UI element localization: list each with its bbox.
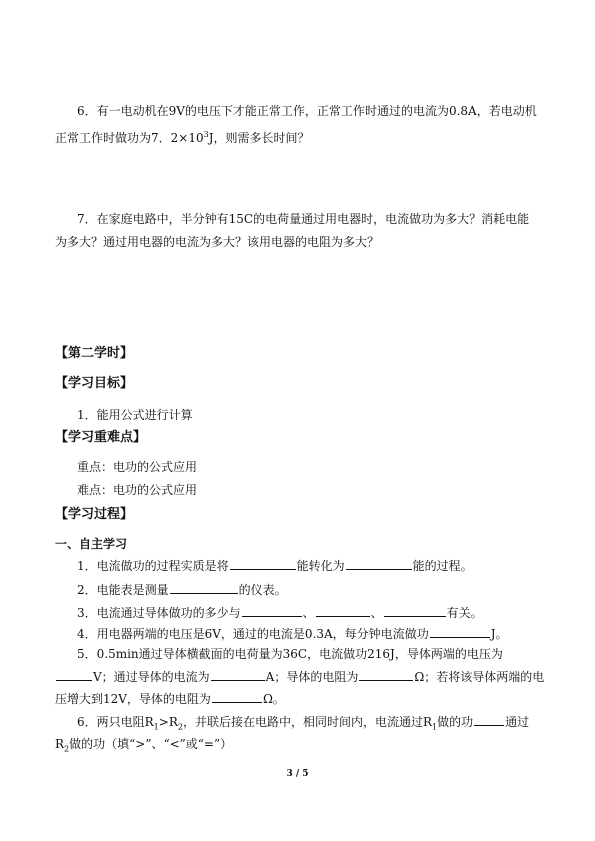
goal-1: 1．能用公式进行计算 (77, 408, 193, 422)
question-6-line2: 正常工作时做功为7．$2\times 10^3J$，则需多长时间？ (55, 130, 310, 145)
heading-lesson2: 【第二学时】 (55, 346, 134, 361)
question-7-line1: 7．在家庭电路中，半分钟有15C的电荷量通过用电器时，电流做功为多大？消耗电能 (77, 212, 530, 226)
item-5-line2: V；通过导体的电流为 A；导体的电阻为 Ω；若将该导体两端的电 (55, 669, 544, 684)
key-point: 重点：电功的公式应用 (77, 460, 198, 474)
item-5-line3: 压增大到12V，导体的电阻为 Ω。 (55, 692, 285, 706)
item-4: 4．用电器两端的电压是6V，通过的电流是0.3A，每分钟电流做功 J。 (77, 627, 508, 641)
item-6-line2: $R_2$做的功（填“>”、“<”或“=”） (55, 737, 233, 754)
question-7-line2: 为多大？通过用电器的电流为多大？该用电器的电阻为多大？ (55, 235, 380, 249)
item-1: 1．电流做功的过程实质是将 能转化为 能的过程。 (77, 559, 473, 573)
item-6-line1: 6．两只电阻$R_1>R_2$，并联后接在电路中，相同时间内，电流通过$R_1$做的功 通过 (77, 715, 530, 732)
heading-process: 【学习过程】 (55, 507, 134, 522)
page-number: 3 / 5 (286, 769, 309, 779)
question-6-line1: 6．有一电动机在9V的电压下才能正常工作，正常工作时通过的电流为0.8A，若电动机 (77, 104, 537, 118)
section-self-study: 一、自主学习 (55, 537, 128, 551)
heading-keypoints: 【学习重难点】 (55, 430, 147, 445)
difficult-point: 难点：电功的公式应用 (77, 483, 198, 497)
heading-goals: 【学习目标】 (55, 376, 134, 391)
item-5-line1: 5．0.5min通过导体横截面的电荷量为36C，电流做功216J，导体两端的电压为 (77, 647, 503, 661)
item-2: 2．电能表是测量 的仪表。 (77, 583, 287, 597)
item-3: 3．电流通过导体做功的多少与 、 、 有关。 (77, 606, 483, 620)
